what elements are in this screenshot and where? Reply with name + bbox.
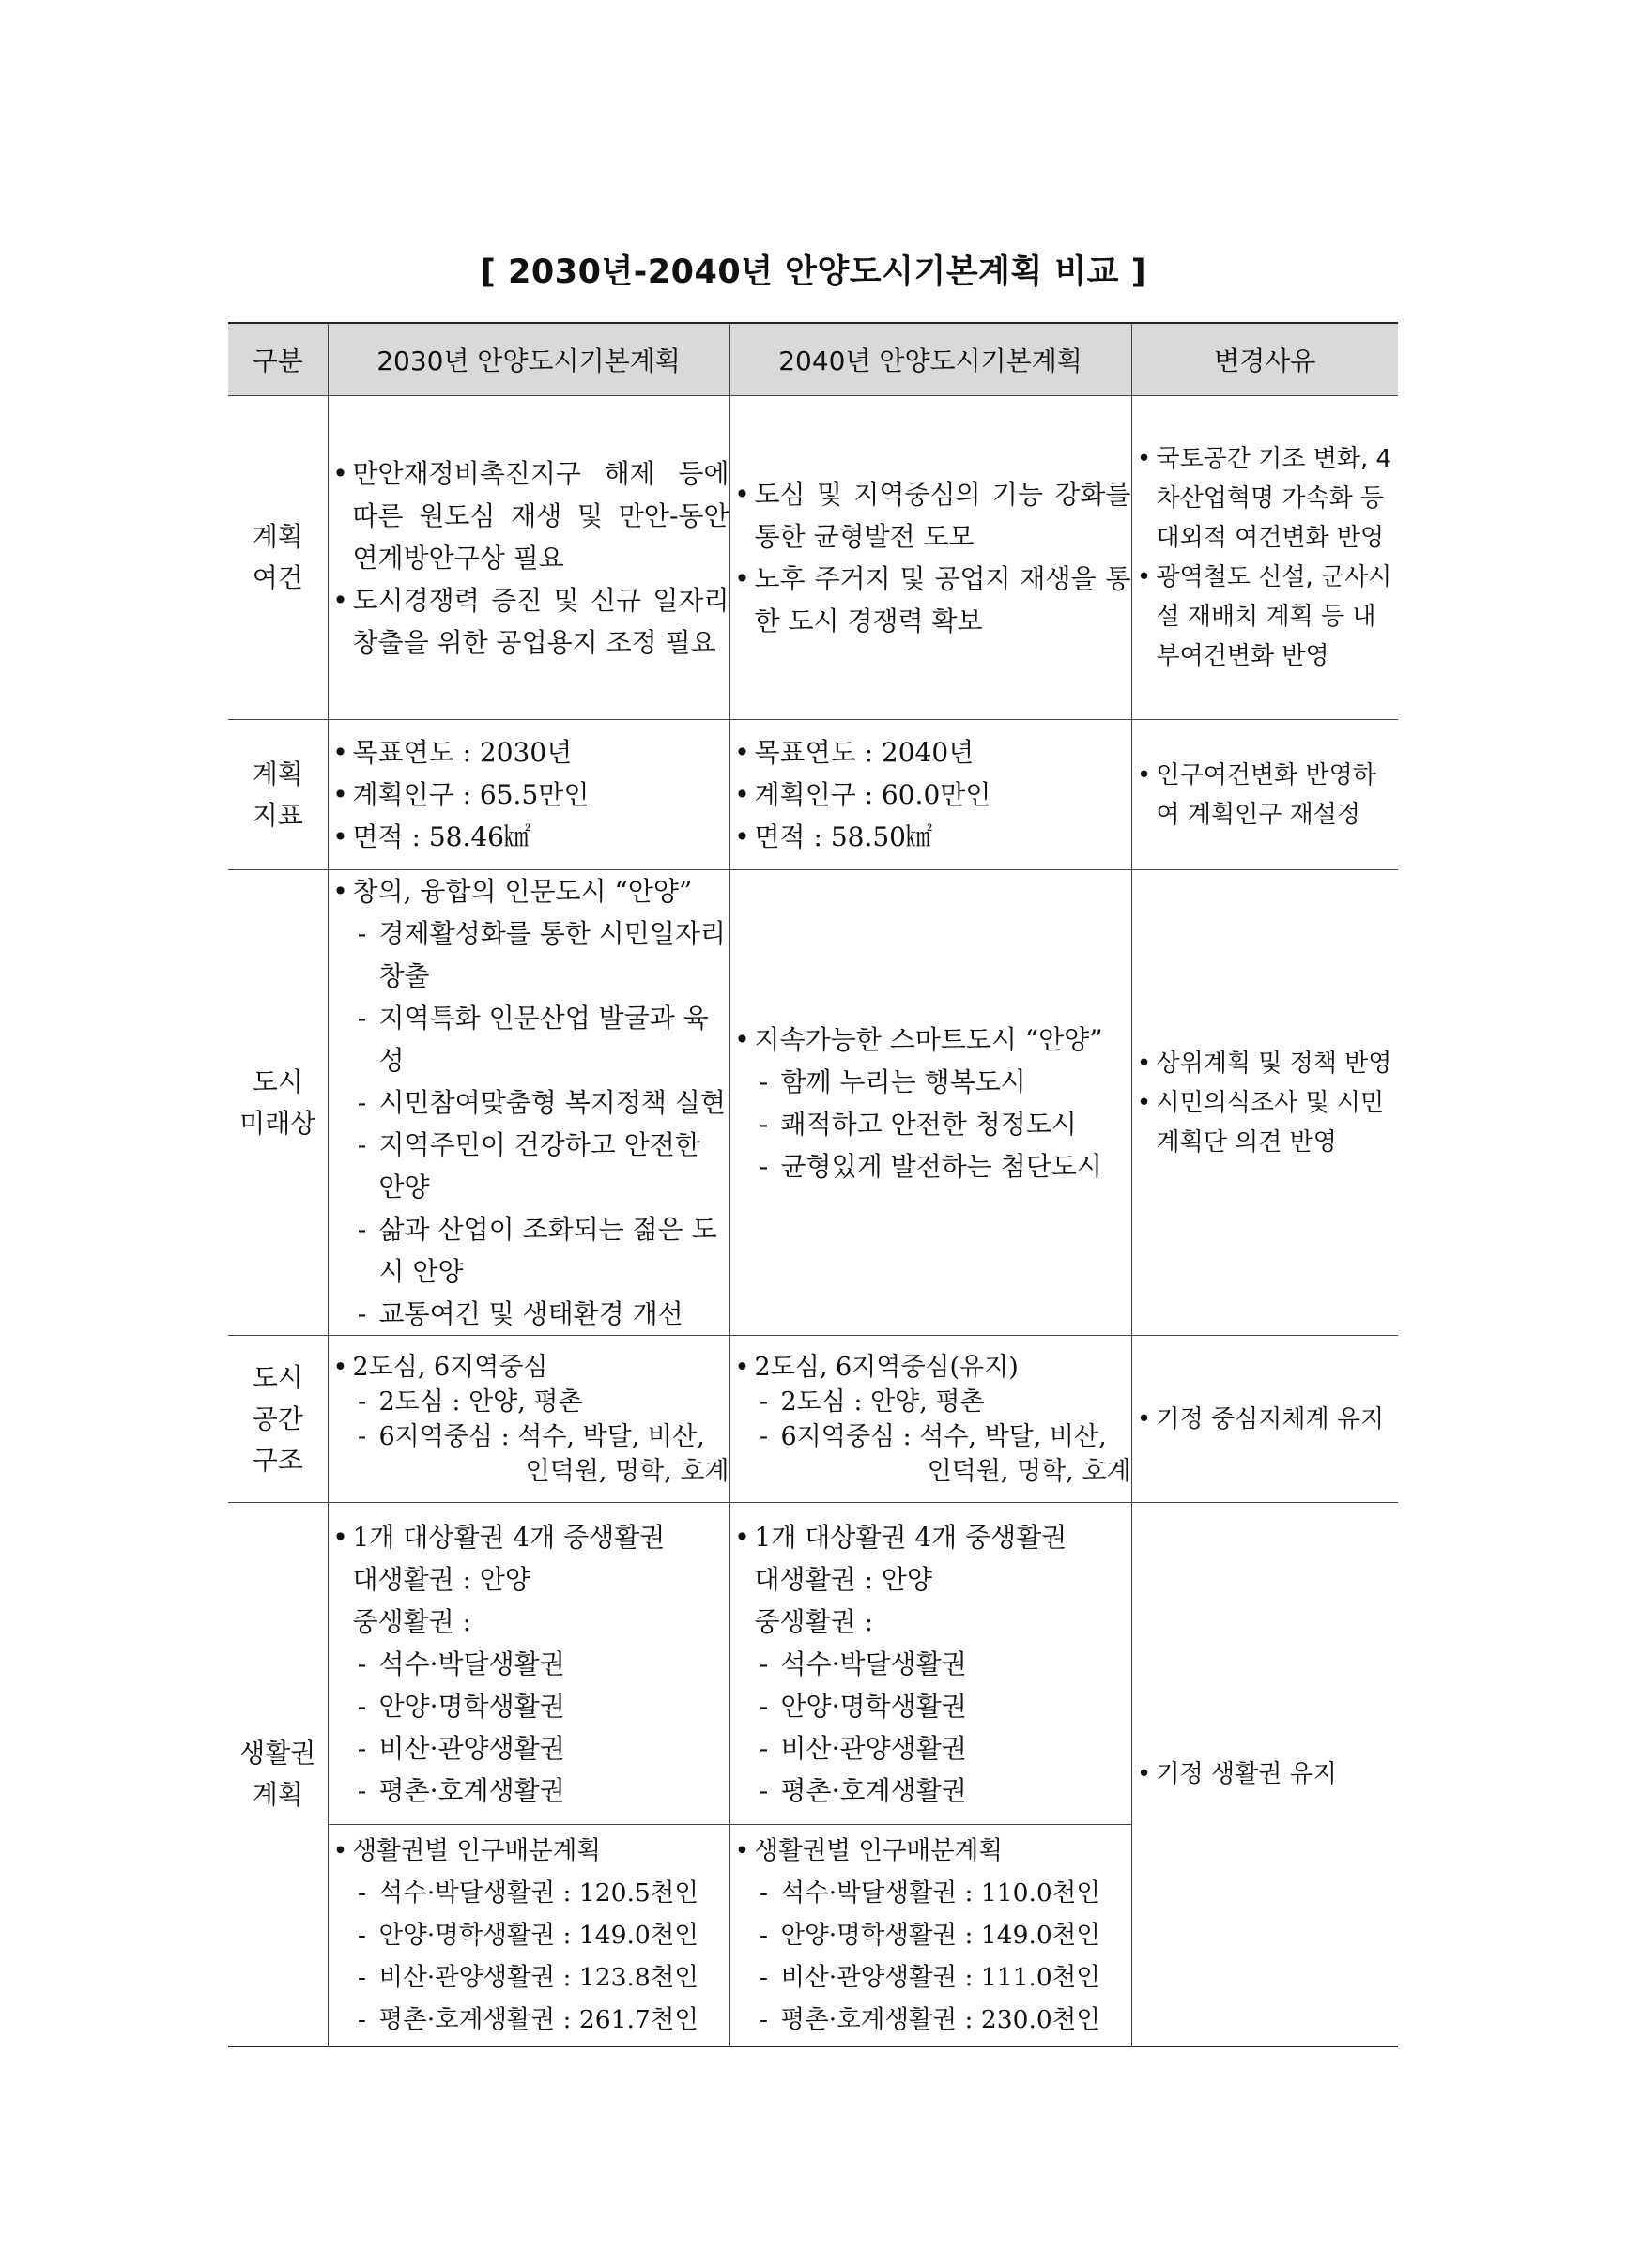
list-item-continued: 인덕원, 명학, 호계 [927,1456,1131,1486]
page-title: [ 2030년-2040년 안양도시기본계획 비교 ] [480,253,1147,291]
list-item: - 비산·관양생활권 [730,1727,1131,1770]
list-item: - 교통여건 및 생태환경 개선 [329,1293,729,1335]
row-spatial [228,1336,1398,1503]
list-item: 중생활권 : [754,1605,874,1637]
reason-cell [1131,396,1398,720]
list-item: - 평촌·호계생활권 [329,1770,729,1812]
plan-2040-cell [729,1336,1131,1503]
list-item: - 2도심 : 안양, 평촌 [329,1385,729,1419]
category-label: 계획 여건 [228,396,328,720]
plan-2040-cell [729,1825,1131,2046]
comparison-table [228,322,1398,2047]
plan-2030-cell [328,1825,729,2046]
list-item: • 1개 대상활권 4개 중생활권 [329,1516,729,1558]
list-item: • 면적 : 58.46㎢ [329,816,729,858]
category-label: 계획 지표 [228,720,328,870]
list-item: • 광역철도 신설, 군사시설 재배치 계획 등 내부여건변화 반영 [1132,558,1399,676]
list-item: - 석수·박달생활권 : 110.0천인 [730,1872,1131,1914]
header-reason: 변경사유 [1131,323,1398,396]
list-item: - 석수·박달생활권 : 120.5천인 [329,1872,729,1914]
list-item: • 도시경쟁력 증진 및 신규 일자리창출을 위한 공업용지 조정 필요 [329,579,729,664]
row-conditions [228,396,1398,720]
row-vision [228,870,1398,1336]
list-item: - 석수·박달생활권 [730,1643,1131,1685]
list-item: • 기정 중심지체계 유지 [1132,1400,1399,1439]
category-label: 도시 공간 구조 [228,1336,328,1503]
list-item: • 생활권별 인구배분계획 [329,1830,729,1872]
list-item: • 노후 주거지 및 공업지 재생을 통한 도시 경쟁력 확보 [730,558,1131,642]
list-item: - 함께 누리는 행복도시 [730,1061,1131,1103]
list-item: - 석수·박달생활권 [329,1643,729,1685]
list-item: - 안양·명학생활권 [730,1685,1131,1727]
list-item: • 인구여건변화 반영하여 계획인구 재설정 [1132,756,1399,835]
plan-2030-cell [328,1503,729,1825]
list-item: - 경제활성화를 통한 시민일자리 창출 [329,912,729,997]
plan-2040-cell [729,1503,1131,1825]
list-item-continued: 인덕원, 명학, 호계 [525,1456,729,1486]
header-plan-2040: 2040년 안양도시기본계획 [729,323,1131,396]
list-item: • 국토공간 기조 변화, 4차산업혁명 가속화 등 대외적 여건변화 반영 [1132,439,1399,558]
list-item: • 1개 대상활권 4개 중생활권 [730,1516,1131,1558]
list-item: • 도심 및 지역중심의 기능 강화를 통한 균형발전 도모 [730,473,1131,558]
list-item: - 평촌·호계생활권 : 261.7천인 [329,1999,729,2041]
list-item: • 목표연도 : 2040년 [730,731,1131,774]
plan-2040-cell [729,870,1131,1336]
reason-cell [1131,1336,1398,1503]
list-item: - 비산·관양생활권 [329,1727,729,1770]
list-item: - 균형있게 발전하는 첨단도시 [730,1145,1131,1188]
list-item: • 면적 : 58.50㎢ [730,816,1131,858]
list-item: - 삶과 산업이 조화되는 젊은 도시 안양 [329,1208,729,1293]
header-row [228,323,1398,396]
plan-2030-cell [328,1336,729,1503]
list-item: • 시민의식조사 및 시민계획단 의견 반영 [1132,1083,1399,1162]
list-item: • 계획인구 : 60.0만인 [730,774,1131,816]
list-item: - 안양·명학생활권 : 149.0천인 [329,1914,729,1956]
row-living-areas [228,1503,1398,1825]
list-item: - 평촌·호계생활권 : 230.0천인 [730,1999,1131,2041]
header-category: 구분 [228,323,328,396]
list-item: • 기정 생활권 유지 [1132,1755,1399,1794]
list-item: • 2도심, 6지역중심(유지) [730,1350,1131,1385]
plan-2040-cell [729,720,1131,870]
plan-2030-cell [328,720,729,870]
list-item: - 비산·관양생활권 : 123.8천인 [329,1956,729,1999]
list-item: • 계획인구 : 65.5만인 [329,774,729,816]
list-item: 중생활권 : [352,1605,472,1637]
plan-2040-cell [729,396,1131,720]
list-item: - 6지역중심 : 석수, 박달, 비산, [730,1419,1131,1454]
list-item: 대생활권 : 안양 [754,1563,933,1595]
list-item: • 상위계획 및 정책 반영 [1132,1044,1399,1083]
list-item: • 지속가능한 스마트도시 “안양” [730,1019,1131,1061]
category-label: 도시 미래상 [228,870,328,1336]
header-plan-2030: 2030년 안양도시기본계획 [328,323,729,396]
list-item: - 2도심 : 안양, 평촌 [730,1385,1131,1419]
list-item: • 2도심, 6지역중심 [329,1350,729,1385]
list-item: - 시민참여맞춤형 복지정책 실현 [329,1081,729,1124]
list-item: - 쾌적하고 안전한 청정도시 [730,1103,1131,1145]
plan-2030-cell [328,396,729,720]
list-item: • 창의, 융합의 인문도시 “안양” [329,870,729,912]
reason-cell [1131,870,1398,1336]
row-indicators [228,720,1398,870]
list-item: • 목표연도 : 2030년 [329,731,729,774]
list-item: • 생활권별 인구배분계획 [730,1830,1131,1872]
list-item: • 만안재정비촉진지구 해제 등에 따른 원도심 재생 및 만안-동안 연계방안구상 필요 [329,452,729,579]
plan-2030-cell [328,870,729,1336]
category-label: 생활권 계획 [228,1503,328,2046]
reason-cell [1131,720,1398,870]
list-item: - 비산·관양생활권 : 111.0천인 [730,1956,1131,1999]
list-item: - 지역특화 인문산업 발굴과 육성 [329,997,729,1081]
reason-cell [1131,1503,1398,2046]
list-item: - 평촌·호계생활권 [730,1770,1131,1812]
list-item: - 안양·명학생활권 : 149.0천인 [730,1914,1131,1956]
list-item: - 6지역중심 : 석수, 박달, 비산, [329,1419,729,1454]
list-item: - 지역주민이 건강하고 안전한 안양 [329,1124,729,1208]
list-item: 대생활권 : 안양 [352,1563,531,1595]
list-item: - 안양·명학생활권 [329,1685,729,1727]
